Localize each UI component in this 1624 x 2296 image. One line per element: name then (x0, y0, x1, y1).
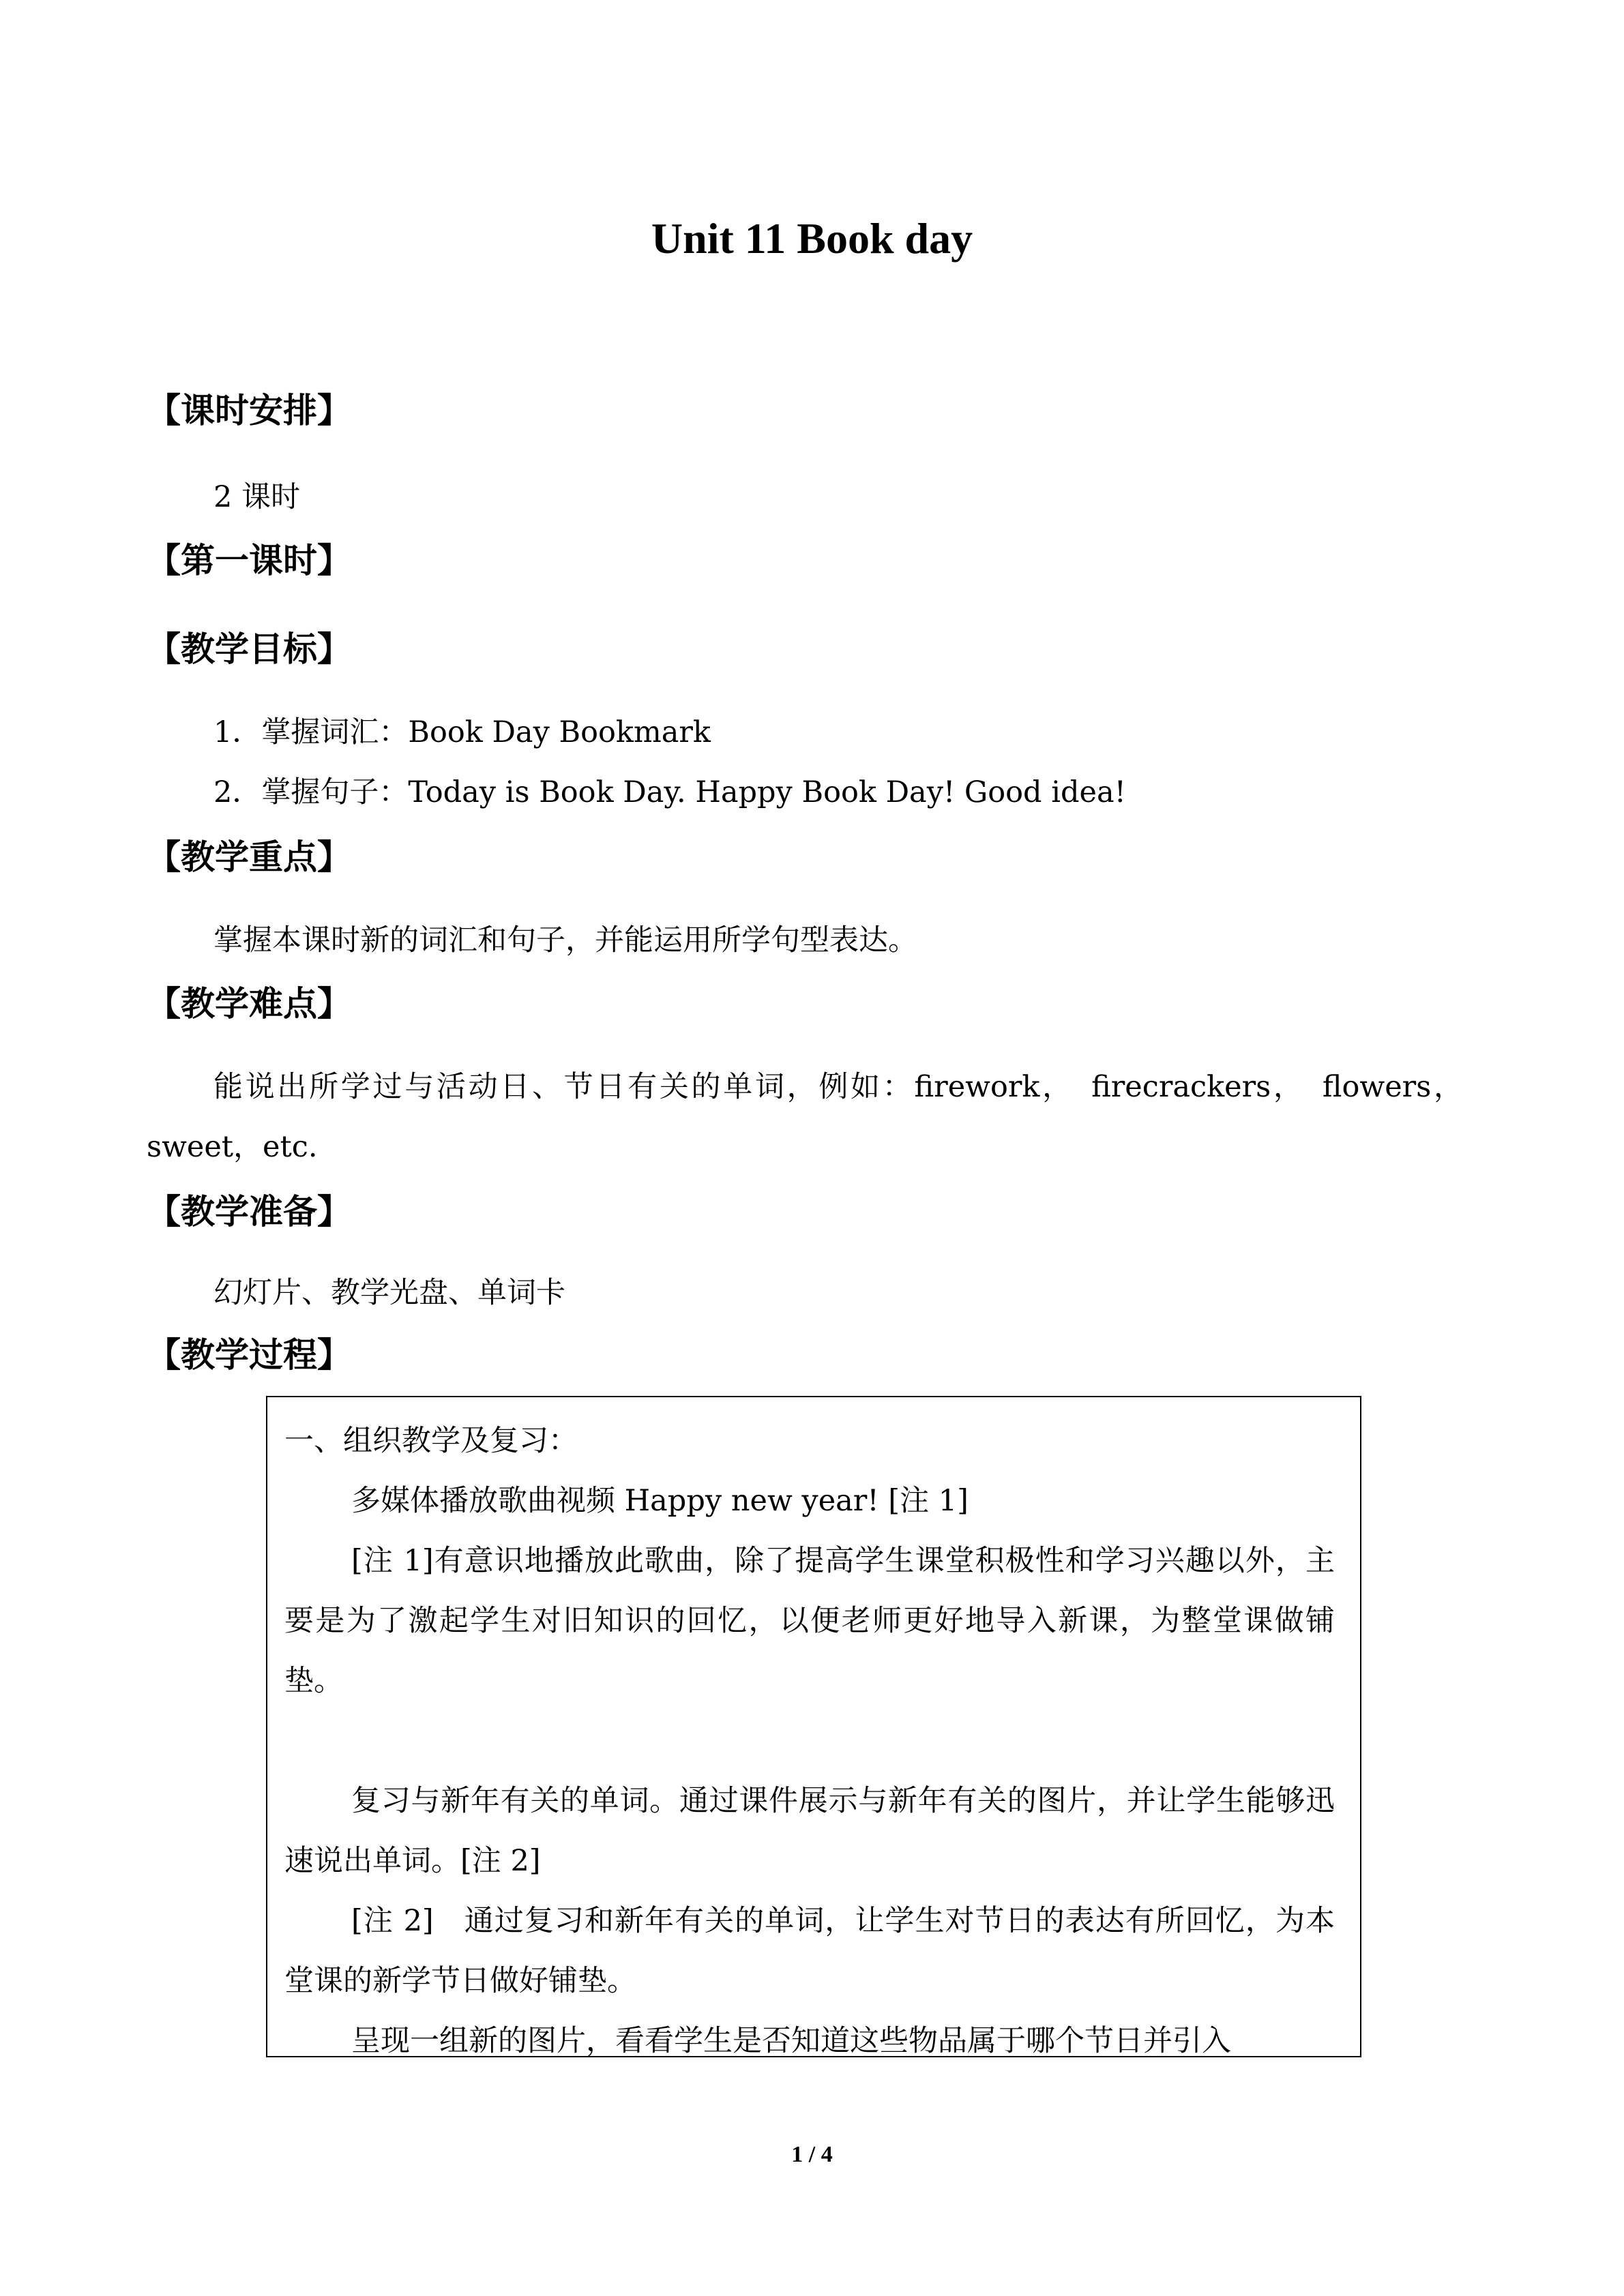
section-heading-preparation: 【教学准备】 (147, 1192, 351, 1232)
blank-line (284, 1711, 1335, 1771)
process-note-2: [注 2] 通过复习和新年有关的单词，让学生对节日的表达有所回忆，为本堂课的新学节日做好铺垫。 (284, 1904, 1335, 1998)
key-points-text: 掌握本课时新的词汇和句子，并能运用所学句型表达。 (213, 923, 917, 957)
section-heading-difficulties: 【教学难点】 (147, 984, 351, 1024)
section-heading-first-lesson: 【第一课时】 (147, 541, 351, 580)
section-heading-key-points: 【教学重点】 (147, 837, 351, 877)
section-heading-schedule: 【课时安排】 (147, 391, 351, 430)
process-content (284, 1411, 1335, 2057)
process-line: 多媒体播放歌曲视频 Happy new year! [注 1] (351, 1484, 969, 1518)
section-heading-objectives: 【教学目标】 (147, 629, 351, 669)
preparation-text: 幻灯片、教学光盘、单词卡 (213, 1276, 565, 1310)
schedule-text: 2 课时 (213, 480, 301, 514)
process-note-1: [注 1]有意识地播放此歌曲，除了提高学生课堂积极性和学习兴趣以外，主要是为了激起学生对旧知识的回忆，以便老师更好地导入新课，为整堂课做铺垫。 (284, 1544, 1335, 1698)
process-step-title: 一、组织教学及复习： (284, 1424, 578, 1458)
process-table-cell (266, 1396, 1361, 2057)
page-number: 1 / 4 (791, 2142, 833, 2167)
difficulties-text: 能说出所学过与活动日、节日有关的单词，例如：firework， firecrackers， flowers，sweet，etc. (147, 1070, 1463, 1164)
page-title: Unit 11 Book day (651, 214, 973, 263)
process-line: 呈现一组新的图片，看看学生是否知道这些物品属于哪个节日并引入 (351, 2024, 1231, 2057)
section-heading-process: 【教学过程】 (147, 1335, 351, 1375)
objective-item-1: 1．掌握词汇：Book Day Bookmark (213, 715, 711, 749)
process-line: 复习与新年有关的单词。通过课件展示与新年有关的图片，并让学生能够迅速说出单词。[注 2] (284, 1784, 1335, 1878)
objective-item-2: 2．掌握句子：Today is Book Day. Happy Book Day! Good idea! (213, 775, 1126, 809)
